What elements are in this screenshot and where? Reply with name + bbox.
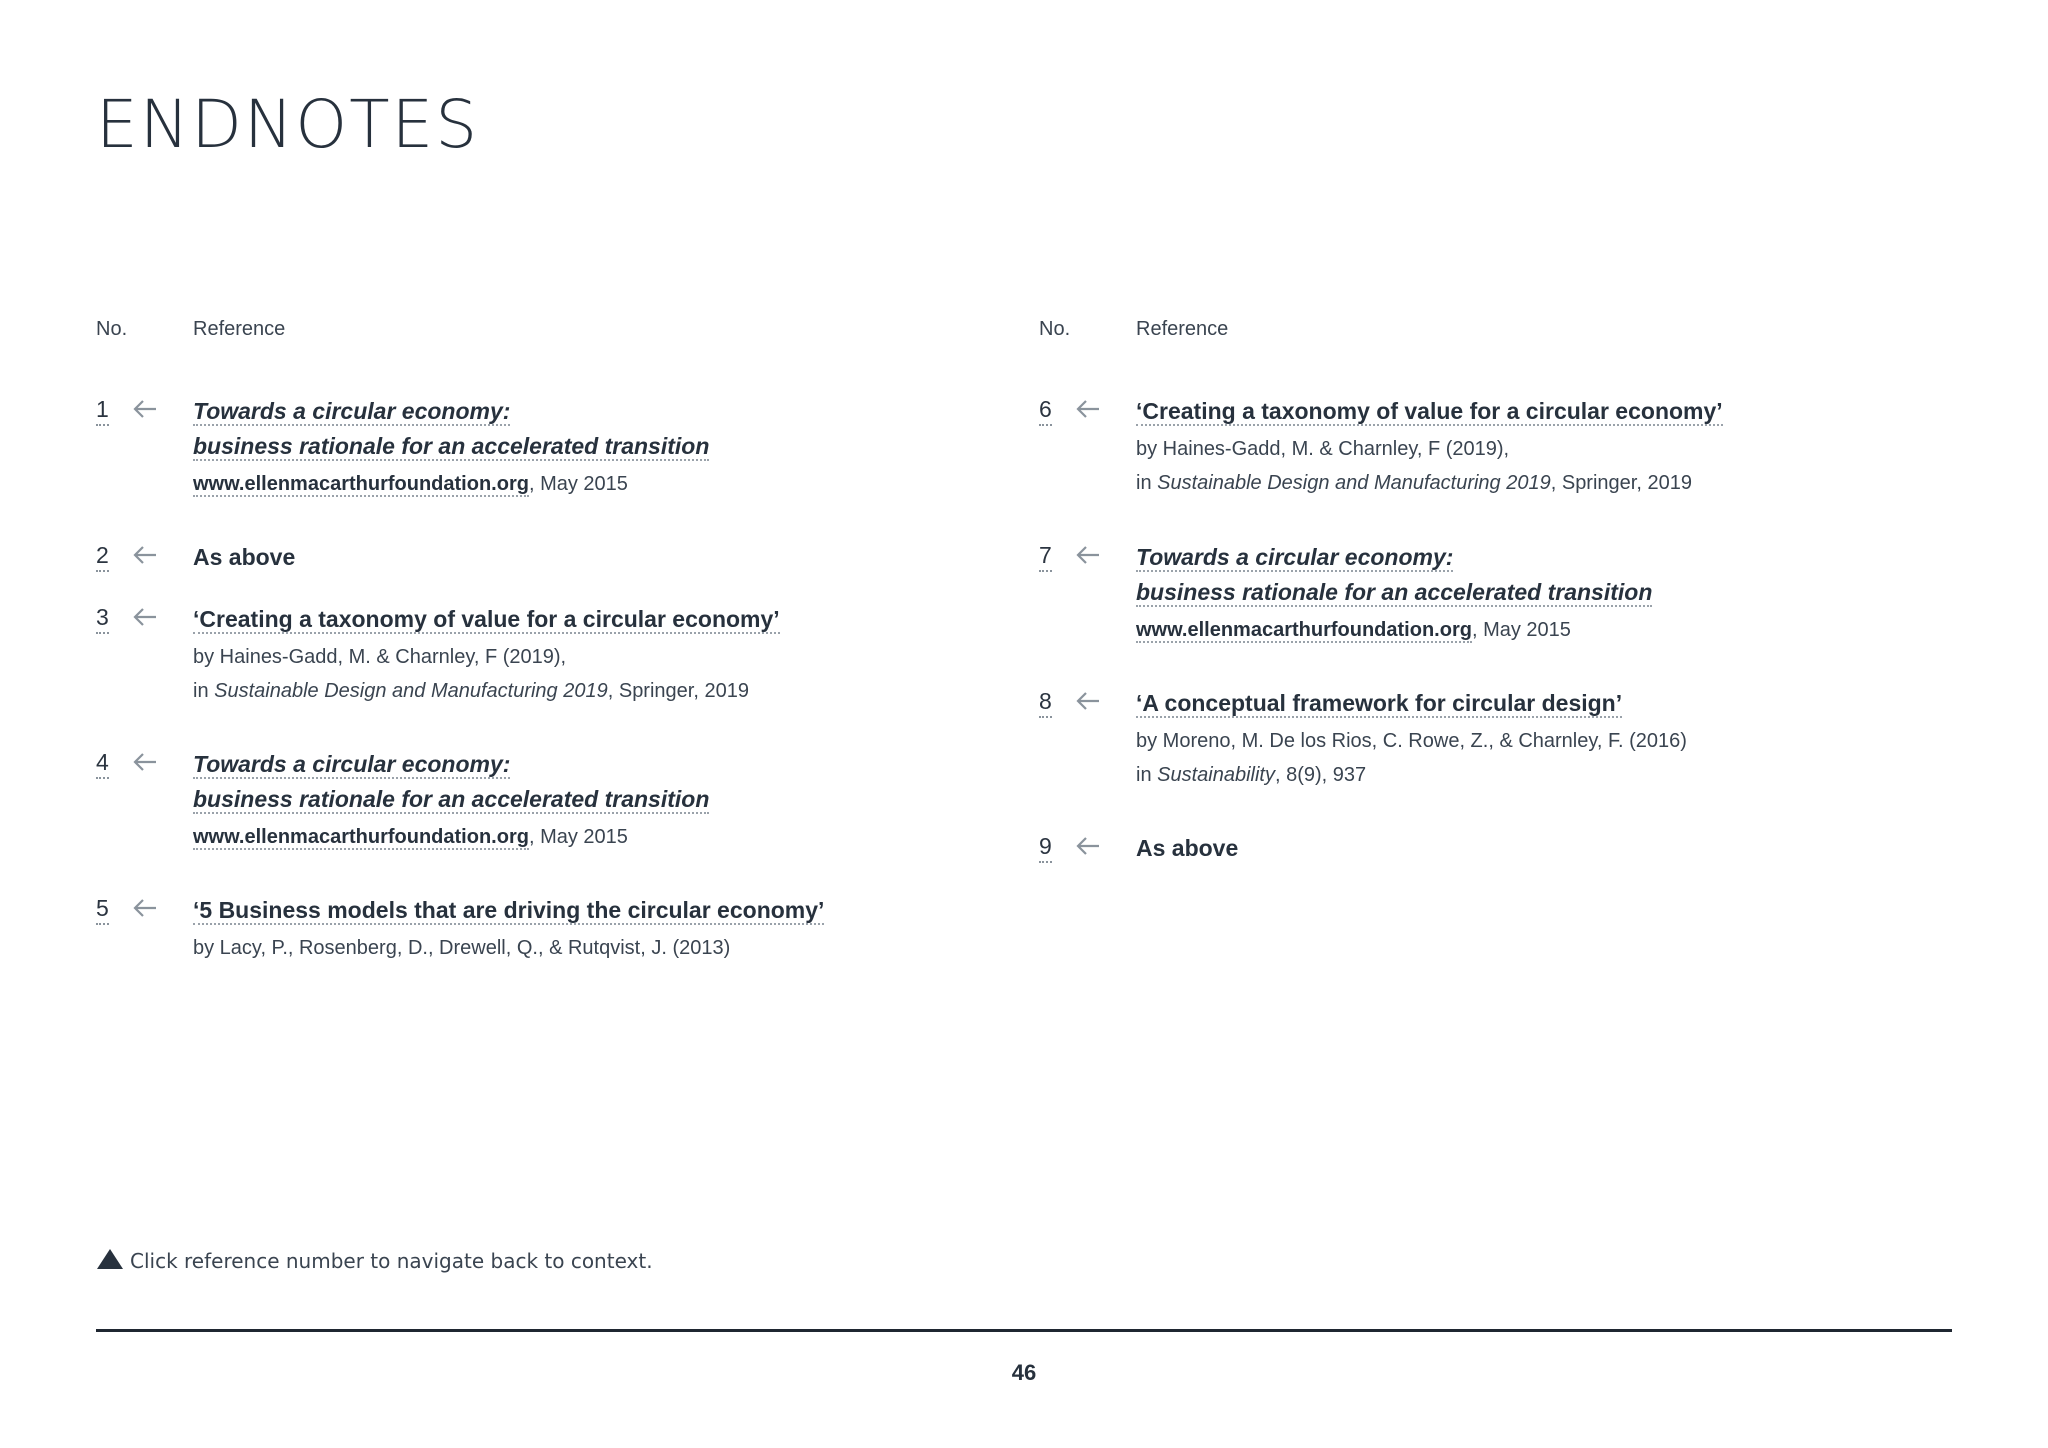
title-link[interactable]: ‘A conceptual framework for circular design’ [1136,690,1623,716]
back-arrow-icon[interactable] [1075,399,1101,419]
publication-suffix: , Springer, 2019 [607,680,749,702]
authors-text: by Moreno, M. De los Rios, C. Rowe, Z., & Charnley, F. (2016) [1136,730,1687,752]
publication-title: Sustainability [1157,764,1275,786]
publication-title: Sustainable Design and Manufacturing 2019 [1157,472,1551,494]
title-link[interactable]: ‘5 Business models that are driving the circular economy’ [193,897,825,923]
endnote-title [1136,540,1919,610]
endnote-7 [1039,540,1919,686]
back-arrow-icon[interactable] [1075,691,1101,711]
header-no: No. [1039,318,1071,340]
endnote-source [193,467,976,501]
endnote-title [1136,686,1919,721]
endnote-6 [1039,394,1919,540]
title-link[interactable]: ‘Creating a taxonomy of value for a circular economy’ [193,606,780,632]
endnote-authors: by Lacy, P., Rosenberg, D., Drewell, Q., & Rutqvist, J. (2013) [193,937,731,959]
back-arrow-icon[interactable] [1075,836,1101,856]
endnote-number-link[interactable]: 4 [96,747,109,779]
source-url-link[interactable]: www.ellenmacarthurfoundation.org [1136,619,1472,641]
page-title: ENDNOTES [96,86,480,163]
title-link-line1[interactable]: Towards a circular economy: [193,398,511,424]
back-arrow-icon[interactable] [132,399,158,419]
endnote-number-link[interactable]: 6 [1039,394,1052,426]
endnote-5 [96,893,976,965]
endnote-title [193,747,976,817]
source-url-link[interactable]: www.ellenmacarthurfoundation.org [193,473,529,495]
endnote-number-link[interactable]: 1 [96,394,109,426]
endnote-number-link[interactable]: 3 [96,602,109,634]
header-reference: Reference [193,318,286,340]
column-header [1039,318,1919,342]
publication-title: Sustainable Design and Manufacturing 2019 [214,680,608,702]
title-link-line2[interactable]: business rationale for an accelerated transition [193,433,710,459]
title-link-line2[interactable]: business rationale for an accelerated transition [193,786,710,812]
endnote-text: As above [1136,835,1239,861]
header-reference: Reference [1136,318,1229,340]
back-arrow-icon[interactable] [132,752,158,772]
page-number: 46 [1011,1360,1037,1385]
authors-text: by Haines-Gadd, M. & Charnley, F (2019), [193,646,567,668]
footer-divider [96,1329,1952,1332]
navigation-hint [96,1248,653,1275]
in-prefix: in [1136,764,1158,786]
endnote-authors [193,640,976,708]
endnote-source [193,820,976,854]
column-header [96,318,976,342]
header-no: No. [96,318,128,340]
title-link-line1[interactable]: Towards a circular economy: [1136,544,1454,570]
endnote-number-link[interactable]: 8 [1039,686,1052,718]
endnote-number-link[interactable]: 2 [96,540,109,572]
endnote-authors [1136,432,1919,500]
back-arrow-icon[interactable] [132,898,158,918]
endnote-title [1136,394,1919,429]
source-date: , May 2015 [528,473,628,495]
title-link-line2[interactable]: business rationale for an accelerated transition [1136,579,1653,605]
endnote-9 [1039,831,1919,866]
back-arrow-icon[interactable] [132,545,158,565]
endnote-number-link[interactable]: 9 [1039,831,1052,863]
back-arrow-icon[interactable] [132,607,158,627]
endnote-1 [96,394,976,540]
endnote-authors [1136,724,1919,792]
endnote-8 [1039,686,1919,831]
endnote-title [193,893,976,928]
source-date: , May 2015 [1471,619,1571,641]
authors-text: by Haines-Gadd, M. & Charnley, F (2019), [1136,438,1510,460]
publication-suffix: , Springer, 2019 [1550,472,1692,494]
endnote-4 [96,747,976,893]
title-link-line1[interactable]: Towards a circular economy: [193,751,511,777]
source-date: , May 2015 [528,826,628,848]
in-prefix: in [193,680,215,702]
triangle-up-icon [96,1248,124,1275]
title-link[interactable]: ‘Creating a taxonomy of value for a circular economy’ [1136,398,1723,424]
hint-text: Click reference number to navigate back to context. [130,1249,653,1273]
endnote-text: As above [193,544,296,570]
endnotes-column-left [96,318,976,965]
endnote-2 [96,540,976,602]
publication-suffix: , 8(9), 937 [1274,764,1367,786]
endnote-source [1136,613,1919,647]
endnote-title [193,602,976,637]
endnote-3 [96,602,976,747]
endnotes-column-right [1039,318,1919,866]
back-arrow-icon[interactable] [1075,545,1101,565]
endnote-number-link[interactable]: 5 [96,893,109,925]
in-prefix: in [1136,472,1158,494]
endnote-number-link[interactable]: 7 [1039,540,1052,572]
endnote-title [193,394,976,464]
source-url-link[interactable]: www.ellenmacarthurfoundation.org [193,826,529,848]
